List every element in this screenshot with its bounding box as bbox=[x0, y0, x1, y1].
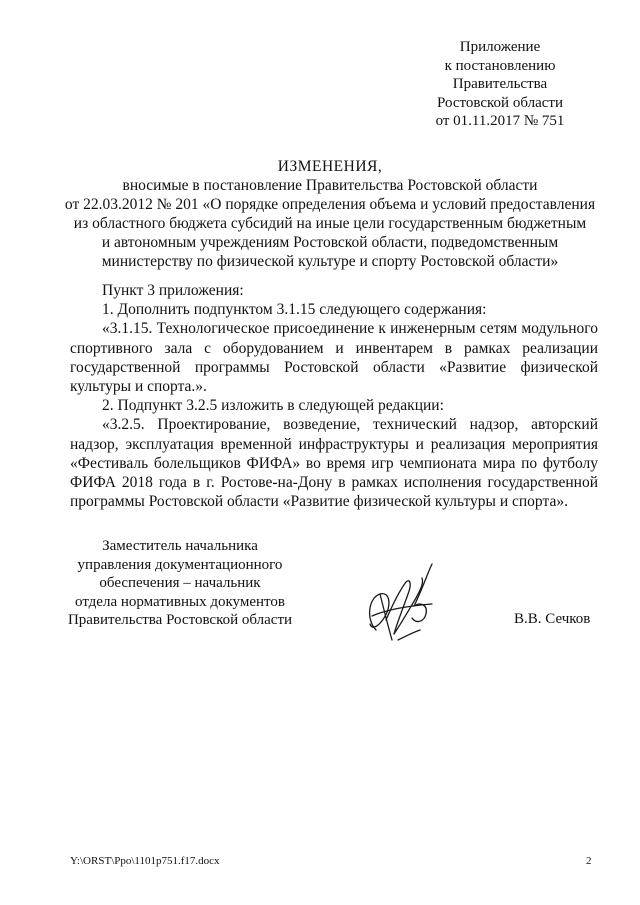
document-title: ИЗМЕНЕНИЯ, bbox=[277, 158, 383, 175]
signatory-position bbox=[60, 537, 300, 630]
annex-line: Правительства bbox=[452, 76, 548, 92]
heading-line: от 22.03.2012 № 201 «О порядке определения объема и условий предоставления bbox=[64, 196, 596, 213]
document-heading bbox=[60, 157, 600, 271]
item-1-text: «3.1.15. Технологическое присоединение к инженерным сетям модульного спортивного зала с оборудованием и инвентарем в рамках реализации государственной программы Ростовской области «Развитие физической культуры и спорта.». bbox=[70, 320, 598, 396]
signatory-name: В.В. Сечков bbox=[514, 611, 591, 627]
heading-line: из областного бюджета субсидий на иные цели государственным бюджетным bbox=[73, 215, 587, 232]
item-1-heading: 1. Дополнить подпунктом 3.1.15 следующего содержания: bbox=[102, 301, 487, 319]
page-number: 2 bbox=[586, 855, 592, 867]
intro-paragraph: Пункт 3 приложения: bbox=[102, 282, 244, 299]
heading-line: вносимые в постановление Правительства Ростовской области bbox=[122, 177, 538, 194]
annex-line: Приложение bbox=[459, 39, 541, 55]
position-line: управления документационного bbox=[77, 556, 283, 573]
handwritten-signature bbox=[362, 560, 444, 650]
annex-header bbox=[400, 38, 600, 131]
annex-line: к постановлению bbox=[444, 57, 556, 74]
position-line: Правительства Ростовской области bbox=[67, 612, 293, 628]
item-2-heading: 2. Подпункт 3.2.5 изложить в следующей редакции: bbox=[102, 397, 444, 415]
position-line: отдела нормативных документов bbox=[75, 593, 285, 610]
document-body bbox=[70, 281, 598, 511]
heading-line: министерству по физической культуре и спорту Ростовской области» bbox=[101, 253, 559, 270]
position-line: Заместитель начальника bbox=[102, 538, 258, 554]
position-line: обеспечения – начальник bbox=[99, 575, 261, 591]
heading-line: и автономным учреждениям Ростовской области, подведомственным bbox=[101, 234, 559, 251]
item-2-text: «3.2.5. Проектирование, возведение, технический надзор, авторский надзор, эксплуатация временной инфраструктуры и реализация мероприятия «Фестиваль болельщиков ФИФА» во время игр чемпионата мира по футболу ФИФА 2018 года в г. Ростове-на-Дону в рамках исполнения государственной программы Ростовской области «Развитие физической культуры и спорта». bbox=[70, 416, 598, 511]
annex-line: Ростовской области bbox=[437, 94, 563, 111]
file-path-footer: Y:\ORST\Ppo\1101p751.f17.docx bbox=[70, 855, 220, 867]
annex-line: от 01.11.2017 № 751 bbox=[435, 113, 565, 129]
